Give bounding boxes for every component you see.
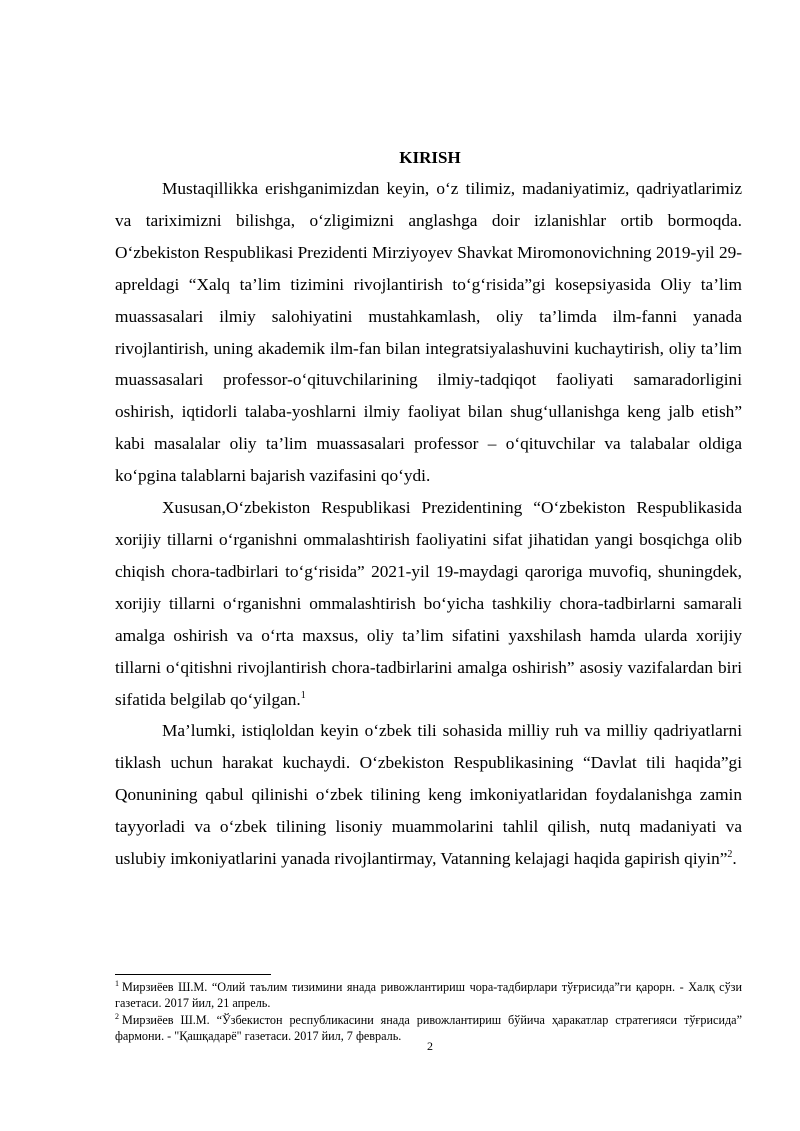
body-text (115, 173, 742, 875)
footnote-1-mark: 1 (115, 978, 119, 988)
paragraph-2 (115, 492, 742, 715)
paragraph-3 (115, 715, 742, 875)
footnote-2-text: Мирзиёев Ш.М. “Ўзбекистон республикасини янада ривожлантириш бўйича ҳаракатлар стратегияси тўғрисида” фармони. - "Қашқадарё" газетаси. 2017 йил, 7 февраль. (115, 1013, 742, 1043)
paragraph-3-end: . (732, 849, 737, 869)
footnote-1 (115, 979, 742, 1011)
paragraph-2-text: Xususan,O‘zbekiston Respublikasi Prezidentining “O‘zbekiston Respublikasida xorijiy tillarni o‘rganishni ommalashtirish faoliyatini sifat jihatidan yangi bosqichga olib chiqish chora-tadbirlari to‘g‘risida” 2021-yil 19-maydagi qaroriga muvofiq, shuningdek, xorijiy tillarni o‘rganishni ommalashtirish bo‘yicha tashkiliy chora-tadbirlarni samarali amalga oshirish va o‘rta maxsus, oliy ta’lim sifatini yaxshilash hamda ularda xorijiy tillarni o‘qitishni rivojlantirish chora-tadbirlarini amalga oshirish” asosiy vazifalardan biri sifatida belgilab qo‘yilgan. (115, 498, 742, 709)
footnote-2-mark: 2 (115, 1011, 119, 1021)
footnote-separator (115, 974, 271, 975)
footnote-ref-1: 1 (300, 689, 306, 701)
page-number: 2 (427, 1039, 433, 1053)
paragraph-1-text: Mustaqillikka erishganimizdan keyin, o‘z tilimiz, madaniyatimiz, qadriyatlarimiz va tariximizni bilishga, o‘zligimizni anglashga doir izlanishlar ortib bormoqda. O‘zbekiston Respublikasi Prezidenti Mirziyoyev Shavkat Miromonovichning 2019-yil 29-apreldagi “Xalq ta’lim tizimini rivojlantirish to‘g‘risida”gi kosepsiyasida Oliy ta’lim muassasalari ilmiy salohiyatini mustahkamlash, oliy ta’limda ilm-fanni yanada rivojlantirish, uning akademik ilm-fan bilan integratsiyalashuvini kuchaytirish, oliy ta’lim muassasalari professor-o‘qituvchilarining ilmiy-tadqiqot faoliyati samaradorligini oshirish, iqtidorli talaba-yoshlarni ilmiy faoliyat bilan shug‘ullanishga keng jalb etish” kabi masalalar oliy ta’lim muassasalari professor – o‘qituvchilar va talabalar oldiga ko‘pgina talablarni bajarish vazifasini qo‘ydi. (115, 179, 742, 486)
section-heading: KIRISH (399, 148, 461, 167)
footnotes (115, 979, 742, 1045)
footnote-1-text: Мирзиёев Ш.М. “Олий таълим тизимини янада ривожлантириш чора-тадбирлари тўғрисида”ги қарорн. - Халқ сўзи газетаси. 2017 йил, 21 апрель. (115, 980, 742, 1010)
footnote-ref-2: 2 (727, 849, 733, 861)
paragraph-1 (115, 173, 742, 492)
paragraph-3-text: Ma’lumki, istiqloldan keyin o‘zbek tili sohasida milliy ruh va milliy qadriyatlarni tiklash uchun harakat kuchaydi. O‘zbekiston Respublikasining “Davlat tili haqida”gi Qonunining qabul qilinishi o‘zbek tilining keng imkoniyatlaridan foydalanishga zamin tayyorladi va o‘zbek tilining lisoniy muammolarini tahlil qilish, nutq madaniyati va uslubiy imkoniyatlarini yanada rivojlantirmay, Vatanning kelajagi haqida gapirish qiyin” (115, 721, 742, 869)
